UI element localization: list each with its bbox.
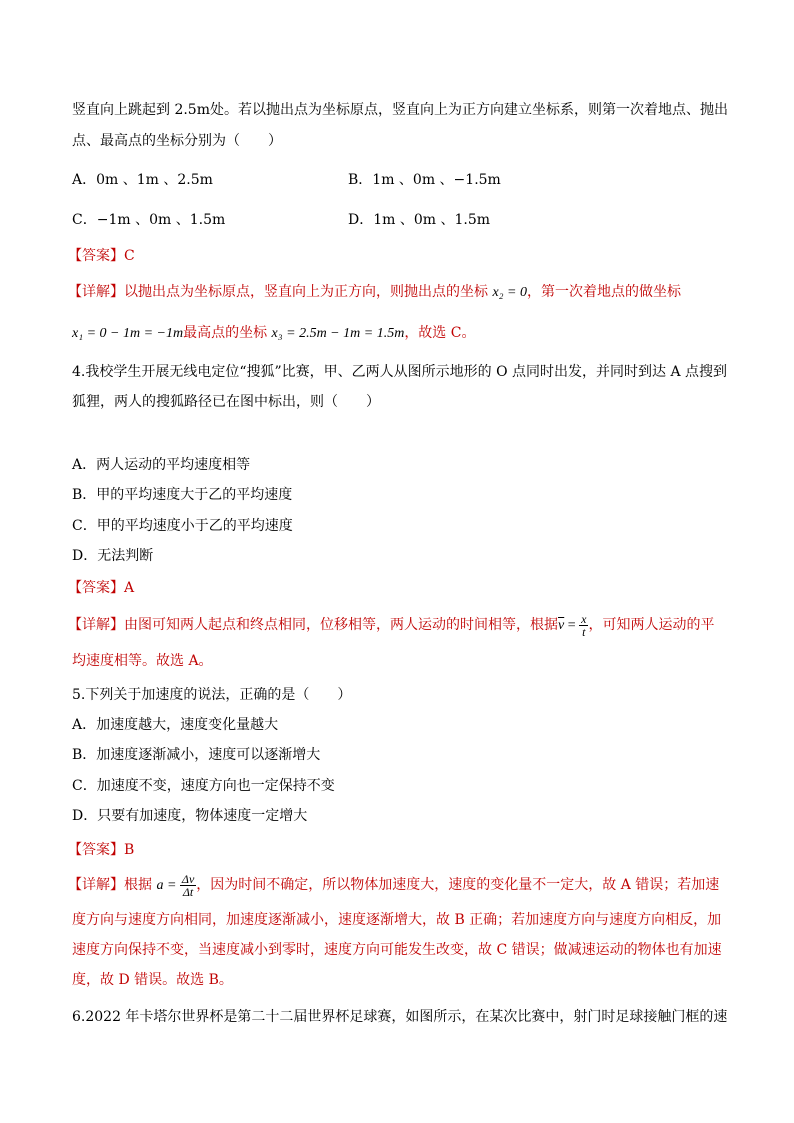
answer-value: A (124, 580, 135, 596)
q3-option-d: D．1m 、0m 、1.5m (348, 212, 491, 228)
q3-detail-line2 (72, 323, 475, 344)
q5-detail-line3: 速度方向保持不变，当速度减小到零时，速度方向可能发生改变，故 C 错误；做减速运动的物体也有加速 (72, 942, 722, 958)
q4-option-a: A．两人运动的平均速度相等 (72, 457, 251, 473)
q4-option-b: B．甲的平均速度大于乙的平均速度 (72, 487, 293, 503)
answer-label: 【答案】 (68, 842, 124, 858)
detail-text: 最高点的坐标 (183, 325, 272, 341)
acceleration-symbol: a = (156, 878, 180, 893)
detail-label: 【详解】 (68, 617, 124, 633)
answer-value: B (124, 842, 135, 858)
q4-detail-line2: 均速度相等。故选 A。 (72, 653, 213, 669)
q5-detail-line4: 度，故 D 错误。故选 B。 (72, 972, 233, 988)
q3-stem-line2: 点、最高点的坐标分别为（ ） (72, 133, 282, 149)
velocity-symbol: $\overline{v}$ (558, 618, 565, 633)
fraction-numerator: x (581, 611, 587, 626)
detail-math: x₁ = 0 − 1m = −1m (72, 326, 184, 341)
q5-option-b: B．加速度逐渐减小，速度可以逐渐增大 (72, 747, 321, 763)
q4-option-c: C．甲的平均速度小于乙的平均速度 (72, 518, 293, 534)
detail-text: 由图可知两人起点和终点相同，位移相等，两人运动的时间相等，根据 (124, 617, 558, 633)
q5-answer (68, 840, 134, 860)
q6-stem-line1: 6.2022 年卡塔尔世界杯是第二十二届世界杯足球赛，如图所示，在某次比赛中，射门时足球接触门框的速 (72, 1009, 728, 1025)
q4-option-d: D．无法判断 (72, 548, 154, 564)
detail-text: ，因为时间不确定，所以物体加速度大，速度的变化量不一定大，故 A 错误；若加速 (196, 877, 720, 893)
fraction-denominator: Δt (182, 884, 194, 899)
q4-stem-line1: 4.我校学生开展无线电定位“搜狐”比赛，甲、乙两人从图所示地形的 O 点同时出发，并同时到达 A 点搜到 (72, 364, 728, 380)
q3-answer (68, 246, 135, 266)
detail-math: x₃ = 2.5m − 1m = 1.5m (271, 326, 405, 341)
q3-option-a: A．0m 、1m 、2.5m (72, 172, 213, 188)
q3-detail-line1 (68, 282, 681, 303)
q3-option-c: C．−1m 、0m 、1.5m (72, 212, 226, 228)
fraction-denominator: t (582, 624, 586, 639)
q4-stem-line2: 狐狸，两人的搜狐路径已在图中标出，则（ ） (72, 394, 380, 410)
detail-text: ，可知两人运动的平 (588, 617, 715, 633)
q5-stem: 5.下列关于加速度的说法，正确的是（ ） (72, 687, 352, 703)
q5-option-d: D．只要有加速度，物体速度一定增大 (72, 808, 308, 824)
fraction (180, 873, 196, 898)
q3-option-b: B．1m 、0m 、−1.5m (348, 172, 501, 188)
detail-text: ，故选 C。 (404, 325, 476, 341)
fraction-numerator: Δv (181, 871, 195, 886)
detail-text: ，第一次着地点的做坐标 (526, 284, 681, 300)
answer-label: 【答案】 (68, 580, 124, 596)
answer-label: 【答案】 (68, 248, 124, 264)
q3-stem-line1: 竖直向上跳起到 2.5m处。若以抛出点为坐标原点，竖直向上为正方向建立坐标系，则第一次着地点、抛出 (72, 102, 728, 118)
q5-detail-line1 (68, 871, 719, 900)
equals-sign: = (564, 618, 580, 633)
detail-label: 【详解】 (68, 877, 124, 893)
detail-text: 以抛出点为坐标原点，竖直向上为正方向，则抛出点的坐标 (124, 284, 493, 300)
detail-text: 根据 (124, 877, 157, 893)
q4-answer (68, 578, 134, 598)
detail-label: 【详解】 (68, 284, 124, 300)
q5-detail-line2: 度方向与速度方向相同，加速度逐渐减小，速度逐渐增大，故 B 正确；若加速度方向与速度方向相反，加 (72, 912, 722, 928)
q5-option-a: A．加速度越大，速度变化量越大 (72, 717, 279, 733)
answer-value: C (124, 248, 135, 264)
q5-option-c: C．加速度不变，速度方向也一定保持不变 (72, 778, 335, 794)
q4-detail-line1 (68, 612, 714, 639)
detail-math: x₂ = 0 (492, 285, 527, 300)
